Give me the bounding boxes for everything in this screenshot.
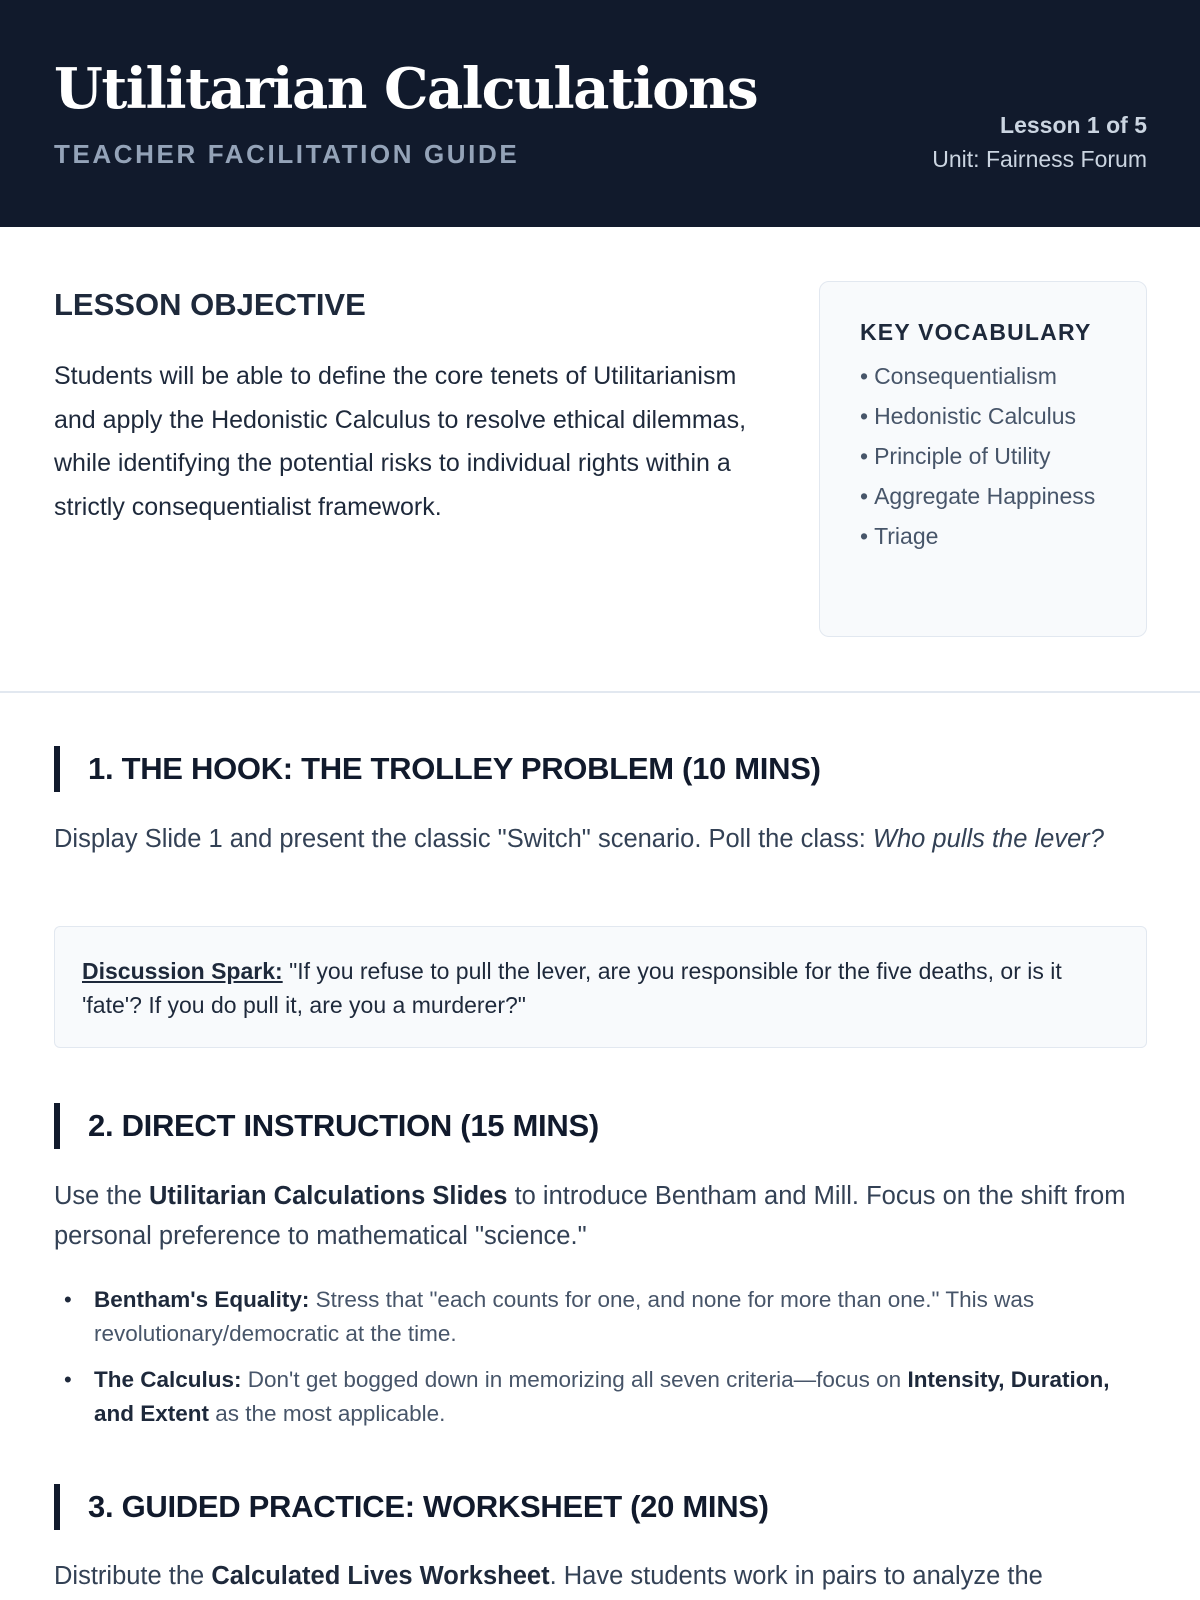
vocabulary-term: Hedonistic Calculus — [874, 403, 1077, 429]
list-item — [64, 1363, 1144, 1431]
document-title: Utilitarian Calculations — [54, 56, 758, 122]
section-1-text — [54, 819, 1154, 859]
vocabulary-term: Triage — [874, 523, 939, 549]
bullet-icon: • — [860, 523, 869, 549]
bullet-text: Stress that "each counts for one, and none for more than one." This was revolutionary/democratic at the time. — [94, 1287, 1035, 1346]
discussion-spark-text: "If you refuse to pull the lever, are you responsible for the five deaths, or is it 'fate'? If you do pull it, are you a murderer?" — [82, 958, 1062, 1018]
bullet-text: Don't get bogged down in memorizing all seven criteria—focus on — [241, 1367, 908, 1392]
section-3-title: 3. GUIDED PRACTICE: WORKSHEET (20 MINS) — [88, 1489, 769, 1524]
section-3-text — [54, 1556, 1154, 1596]
section-2-bullet-list — [64, 1283, 1144, 1443]
section-1-title: 1. THE HOOK: THE TROLLEY PROBLEM (10 MINS) — [88, 751, 821, 786]
section-2-title: 2. DIRECT INSTRUCTION (15 MINS) — [88, 1108, 599, 1143]
section-3-heading — [54, 1484, 769, 1530]
vocabulary-term: Principle of Utility — [874, 443, 1051, 469]
section-1-question: Who pulls the lever? — [872, 825, 1104, 853]
bullet-label: Bentham's Equality: — [94, 1287, 310, 1312]
lesson-objective — [54, 287, 774, 529]
lesson-unit: Unit: Fairness Forum — [932, 146, 1147, 172]
lesson-meta — [932, 110, 1147, 174]
vocabulary-list — [860, 360, 1106, 553]
section-1-heading — [54, 746, 821, 792]
section-divider — [0, 691, 1200, 693]
vocabulary-heading: KEY VOCABULARY — [860, 319, 1092, 345]
vocabulary-term: Aggregate Happiness — [874, 483, 1096, 509]
bullet-icon: • — [860, 483, 869, 509]
objective-text: Students will be able to define the core tenets of Utilitarianism and apply the Hedonistic Calculus to resolve ethical dilemmas, while identifying the potential risks to individual rights within a strictly consequentialist framework. — [54, 362, 747, 521]
section-2-text — [54, 1176, 1154, 1256]
section-2-text-lead: Use the — [54, 1182, 149, 1210]
section-3-text-rest: . Have students work in pairs to analyze the — [549, 1562, 1043, 1590]
vocabulary-item — [860, 400, 1106, 433]
key-vocabulary-box — [819, 281, 1147, 637]
worksheet-name: Calculated Lives Worksheet — [211, 1562, 550, 1590]
bullet-icon: • — [860, 403, 869, 429]
document-subtitle: TEACHER FACILITATION GUIDE — [54, 139, 520, 169]
vocabulary-item — [860, 480, 1106, 513]
discussion-spark-box — [54, 926, 1147, 1048]
lesson-number: Lesson 1 of 5 — [1000, 112, 1147, 138]
vocabulary-item — [860, 360, 1106, 393]
vocabulary-item — [860, 520, 1106, 553]
bullet-emphasis: Intensity, Duration, and Extent — [94, 1367, 1110, 1426]
objective-heading: LESSON OBJECTIVE — [54, 287, 366, 322]
bullet-icon: • — [860, 443, 869, 469]
section-2-text-rest: to introduce Bentham and Mill. Focus on the shift from personal preference to mathematical "science." — [54, 1182, 1126, 1250]
bullet-label: The Calculus: — [94, 1367, 242, 1392]
bullet-text-end: as the most applicable. — [209, 1401, 446, 1426]
bullet-icon: • — [860, 363, 869, 389]
section-3-text-lead: Distribute the — [54, 1562, 212, 1590]
list-item — [64, 1283, 1144, 1351]
discussion-spark-label: Discussion Spark: — [82, 958, 283, 984]
document-header — [0, 0, 1200, 227]
vocabulary-item — [860, 440, 1106, 473]
section-1-text-main: Display Slide 1 and present the classic "Switch" scenario. Poll the class: — [54, 825, 873, 853]
slides-name: Utilitarian Calculations Slides — [148, 1182, 508, 1210]
vocabulary-term: Consequentialism — [874, 363, 1057, 389]
section-2-heading — [54, 1103, 599, 1149]
